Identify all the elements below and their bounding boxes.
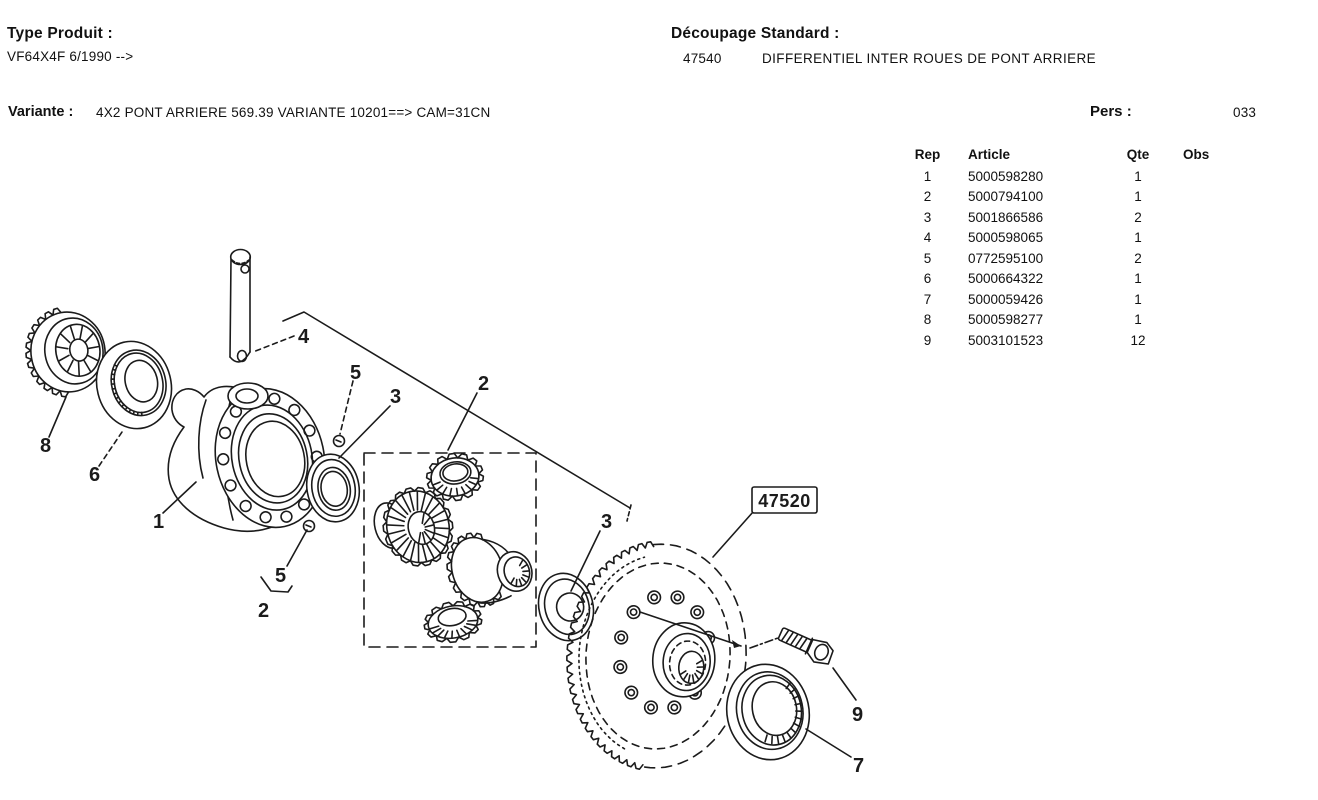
callout-9: 9: [852, 704, 864, 726]
callout-5-top: 5: [350, 362, 362, 384]
callout-6: 6: [89, 464, 101, 486]
leader-8: [49, 397, 66, 437]
crown-wheel: [559, 537, 753, 777]
cell-rep: 1: [923, 168, 932, 184]
callout-7: 7: [853, 755, 865, 777]
callout-8: 8: [40, 435, 52, 457]
part-4-pin: [230, 250, 250, 362]
ref-box-label: 47520: [758, 491, 811, 511]
cell-article: 5001866586: [968, 209, 1044, 225]
leader-5-bottom: [287, 530, 307, 566]
cell-qte: 12: [1130, 332, 1146, 348]
cell-article: 5003101523: [968, 332, 1044, 348]
leader-3-right: [571, 531, 600, 591]
leader-6: [99, 432, 122, 466]
cell-article: 5000598280: [968, 168, 1044, 184]
col-header-rep: Rep: [914, 146, 941, 162]
decoupage-standard-label: Découpage Standard :: [671, 25, 840, 42]
cell-rep: 5: [923, 250, 932, 266]
cell-rep: 6: [923, 271, 932, 287]
type-produit-label: Type Produit :: [7, 25, 113, 42]
cell-rep: 7: [923, 291, 932, 307]
cell-article: 5000794100: [968, 189, 1044, 205]
cell-rep: 2: [923, 189, 932, 205]
part-2-side-gear-hub: [438, 518, 539, 614]
leader-4: [253, 336, 294, 352]
col-header-obs: Obs: [1183, 146, 1210, 162]
cell-qte: 1: [1134, 312, 1142, 328]
bolt-axis-arrowhead: [732, 640, 741, 648]
decoupage-description: DIFFERENTIEL INTER ROUES DE PONT ARRIERE: [762, 51, 1097, 66]
type-produit-value: VF64X4F 6/1990 -->: [7, 49, 134, 64]
cell-rep: 4: [923, 230, 932, 246]
cell-qte: 1: [1134, 230, 1142, 246]
ref-box-47520: [713, 487, 817, 557]
cell-rep: 9: [923, 332, 932, 348]
part-9-bolt: [775, 624, 836, 668]
callout-5-bottom: 5: [275, 565, 287, 587]
ref-box-leader: [713, 512, 753, 557]
cell-article: 5000664322: [968, 271, 1044, 287]
callout-2-bottom: 2: [258, 600, 270, 622]
cell-qte: 1: [1134, 291, 1142, 307]
cell-article: 0772595100: [968, 250, 1044, 266]
variante-value: 4X2 PONT ARRIERE 569.39 VARIANTE 10201==> CAM=31CN: [96, 105, 491, 120]
col-header-qte: Qte: [1126, 146, 1150, 162]
cell-article: 5000059426: [968, 291, 1044, 307]
cell-qte: 1: [1134, 168, 1142, 184]
leader-7: [806, 729, 851, 757]
leader-3-left: [339, 406, 390, 458]
callout-3-right: 3: [601, 511, 613, 533]
cell-qte: 2: [1134, 250, 1142, 266]
part-1-housing: [168, 378, 337, 537]
callout-4: 4: [298, 326, 310, 348]
cell-qte: 1: [1134, 271, 1142, 287]
col-header-article: Article: [968, 146, 1011, 162]
pers-label: Pers :: [1090, 103, 1132, 120]
leader-5-top: [340, 381, 353, 434]
cell-rep: 3: [923, 209, 932, 225]
leader-9: [833, 668, 856, 700]
cell-article: 5000598065: [968, 230, 1044, 246]
decoupage-code: 47540: [683, 51, 722, 66]
variante-label: Variante :: [8, 104, 74, 120]
cell-qte: 2: [1134, 209, 1142, 225]
callout-2-top: 2: [478, 373, 490, 395]
cell-qte: 1: [1134, 189, 1142, 205]
part-7-bearing: [718, 657, 818, 768]
cell-rep: 8: [923, 312, 932, 328]
part-3-seal-right: [532, 567, 601, 646]
callout-3-left: 3: [390, 386, 402, 408]
part-5-washer-top: [334, 436, 345, 447]
part-5-washer-bottom: [304, 521, 315, 532]
callout-1: 1: [153, 511, 165, 533]
pers-value: 033: [1233, 105, 1257, 120]
cell-article: 5000598277: [968, 312, 1044, 328]
